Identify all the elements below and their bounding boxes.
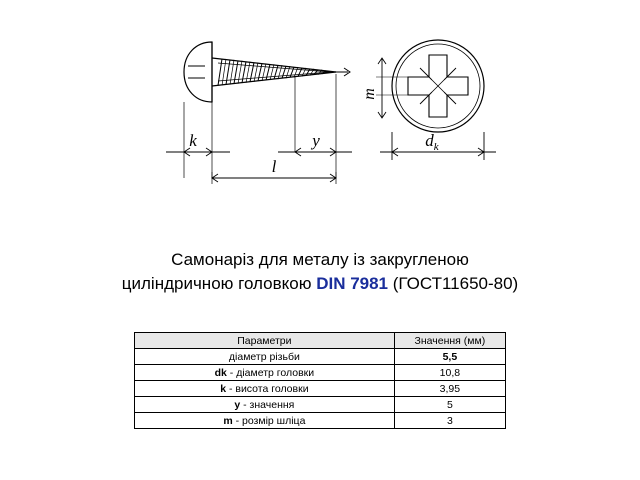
table-cell-value: 5 xyxy=(394,397,505,413)
table-cell-value: 3,95 xyxy=(394,381,505,397)
param-text: - діаметр головки xyxy=(226,366,315,379)
table-cell-parameter xyxy=(135,349,395,365)
table-header-row xyxy=(135,333,506,349)
caption-standard-gost: (ГОСТ11650-80) xyxy=(388,274,519,293)
diagram-caption xyxy=(70,248,570,296)
label-m: m xyxy=(361,88,378,100)
param-symbol: dk xyxy=(214,366,227,379)
table-cell-parameter xyxy=(135,413,395,429)
caption-line-2 xyxy=(70,272,570,296)
screw-thread-hatching xyxy=(218,59,326,86)
table-header-parameter: Параметри xyxy=(135,333,395,349)
param-symbol: m xyxy=(223,414,233,427)
label-y: y xyxy=(312,131,320,150)
caption-standard-din: DIN 7981 xyxy=(316,274,389,293)
table-header-value: Значення (мм) xyxy=(394,333,505,349)
table-row xyxy=(135,365,506,381)
caption-line-2-pre: циліндричною головкою xyxy=(121,274,317,293)
specification-table xyxy=(134,332,506,429)
param-text: - розмір шліца xyxy=(232,414,306,427)
param-symbol: k xyxy=(220,382,227,395)
table-cell-parameter xyxy=(135,397,395,413)
table-row xyxy=(135,381,506,397)
screw-technical-drawing xyxy=(0,0,640,230)
table-body xyxy=(135,349,506,429)
dimension-k xyxy=(166,148,230,156)
table-row xyxy=(135,413,506,429)
label-l: l xyxy=(271,157,277,176)
screw-head-top-view xyxy=(392,40,484,132)
table-cell-value: 10,8 xyxy=(394,365,505,381)
label-dk: $d_k$ xyxy=(425,131,439,153)
table-cell-value: 5,5 xyxy=(394,349,505,365)
table-cell-value: 3 xyxy=(394,413,505,429)
screw-head-side xyxy=(184,42,212,102)
param-text: діаметр різьби xyxy=(228,350,300,363)
param-text: - висота головки xyxy=(226,382,309,395)
caption-line-1: Самонаріз для металу із закругленою xyxy=(171,250,469,269)
param-text: - значення xyxy=(240,398,295,411)
label-k: k xyxy=(189,131,197,150)
screw-point xyxy=(336,68,350,76)
table-row xyxy=(135,349,506,365)
table-cell-parameter xyxy=(135,365,395,381)
param-symbol: y xyxy=(234,398,241,411)
table-cell-parameter xyxy=(135,381,395,397)
table-row xyxy=(135,397,506,413)
